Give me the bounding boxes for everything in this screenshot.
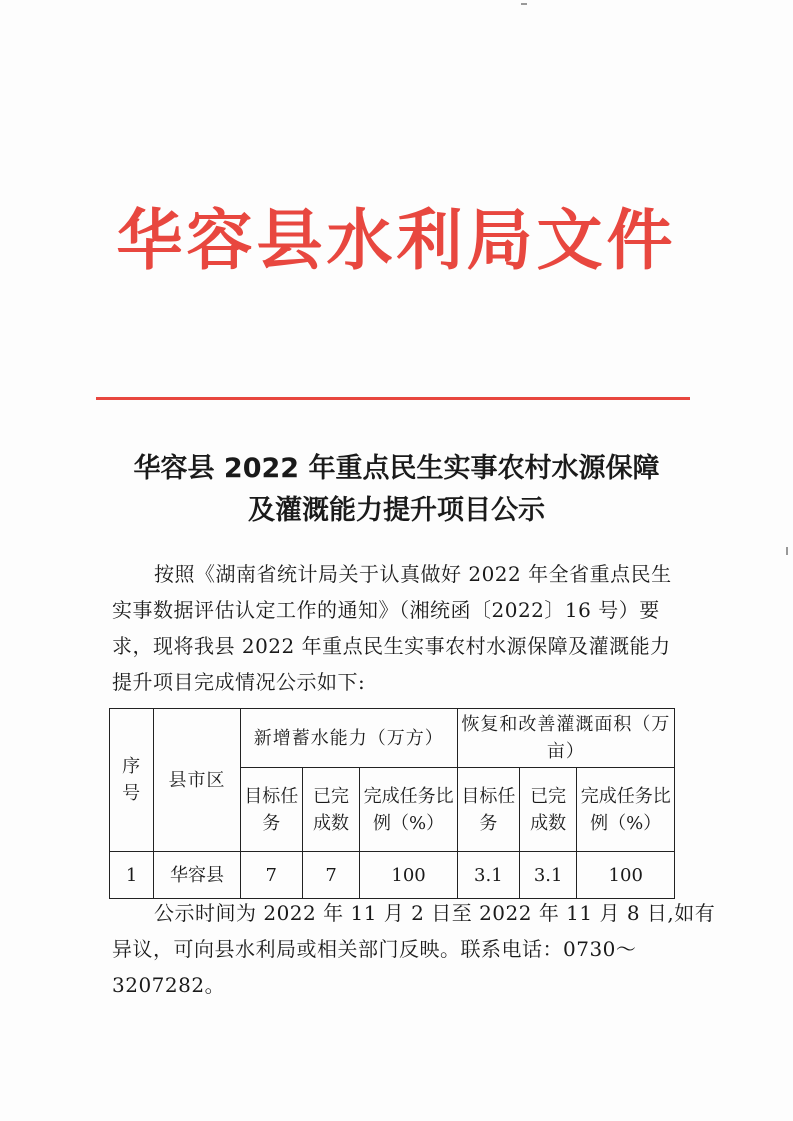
cell-irrigation-done: 3.1 <box>519 852 577 899</box>
cell-storage-done: 7 <box>302 852 360 899</box>
intro-line-4: 提升项目完成情况公示如下: <box>112 670 366 694</box>
header-county: 县市区 <box>154 709 240 852</box>
header-irrigation-target: 目标任务 <box>457 768 519 852</box>
cell-storage-ratio: 100 <box>360 852 457 899</box>
header-storage-ratio: 完成任务比例（%） <box>360 768 457 852</box>
notice-paragraph <box>112 895 716 1003</box>
table-row <box>110 852 675 899</box>
scan-mark-right <box>786 547 788 555</box>
red-divider-line <box>96 397 690 400</box>
masthead-title: 华容县水利局文件 <box>116 202 677 279</box>
title-line-2: 及灌溉能力提升项目公示 <box>248 495 545 526</box>
document-title <box>80 448 713 532</box>
notice-line-2: 异议，可向县水利局或相关部门反映。联系电话：0730～ <box>112 937 637 961</box>
header-irrigation-ratio: 完成任务比例（%） <box>577 768 675 852</box>
cell-seq: 1 <box>110 852 154 899</box>
intro-line-2: 实事数据评估认定工作的通知》（湘统函〔2022〕16 号）要 <box>112 598 660 622</box>
header-storage-done: 已完成数 <box>302 768 360 852</box>
header-irrigation-group: 恢复和改善灌溉面积（万亩） <box>457 709 674 768</box>
intro-paragraph <box>112 556 694 700</box>
cell-storage-target: 7 <box>240 852 302 899</box>
header-irrigation-done: 已完成数 <box>519 768 577 852</box>
cell-county: 华容县 <box>154 852 240 899</box>
table-header-row <box>110 709 675 768</box>
cell-irrigation-ratio: 100 <box>577 852 675 899</box>
header-storage-group: 新增蓄水能力（万方） <box>240 709 457 768</box>
title-line-1: 华容县 2022 年重点民生实事农村水源保障 <box>133 453 660 484</box>
scan-mark-top <box>521 3 527 5</box>
header-seq: 序号 <box>110 709 154 852</box>
notice-line-3: 3207282。 <box>112 973 226 997</box>
cell-irrigation-target: 3.1 <box>457 852 519 899</box>
project-stats-table <box>109 708 675 899</box>
intro-line-3: 求，现将我县 2022 年重点民生实事农村水源保障及灌溉能力 <box>112 634 671 658</box>
header-storage-target: 目标任务 <box>240 768 302 852</box>
intro-line-1: 按照《湖南省统计局关于认真做好 2022 年全省重点民生 <box>154 562 672 586</box>
notice-line-1: 公示时间为 2022 年 11 月 2 日至 2022 年 11 月 8 日,如有 <box>154 901 716 925</box>
